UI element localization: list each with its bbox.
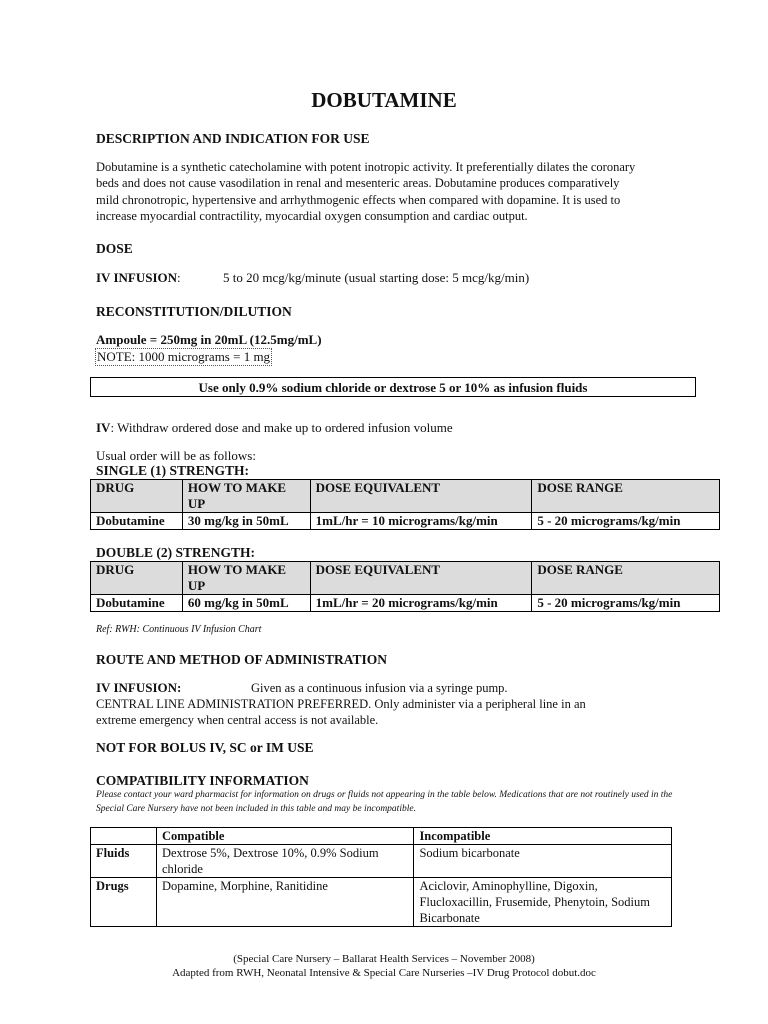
table-header-cell: DRUG (91, 480, 183, 513)
reference-note: Ref: RWH: Continuous IV Infusion Chart (96, 624, 262, 635)
iv-text: : Withdraw ordered dose and make up to ordered infusion volume (110, 420, 453, 435)
table-cell: 5 - 20 micrograms/kg/min (532, 595, 720, 612)
usual-order-text: Usual order will be as follows: (96, 448, 256, 463)
bolus-warning: NOT FOR BOLUS IV, SC or IM USE (96, 740, 314, 755)
route-infusion-text: Given as a continuous infusion via a syringe pump. (251, 681, 508, 695)
table-cell: Dobutamine (91, 595, 183, 612)
table-cell: 1mL/hr = 20 micrograms/kg/min (310, 595, 532, 612)
note-line (95, 348, 272, 366)
compatibility-note (96, 788, 686, 816)
ampoule-line: Ampoule = 250mg in 20mL (12.5mg/mL) (96, 332, 322, 347)
iv-instruction (96, 420, 453, 436)
single-strength-heading: SINGLE (1) STRENGTH: (96, 463, 250, 478)
compatibility-note-line: Please contact your ward pharmacist for information on drugs or fluids not appearing in the table below. Medications that are not routinely used in the (96, 790, 673, 800)
table-header-cell: DOSE EQUIVALENT (310, 480, 532, 513)
table-header-cell: Incompatible (414, 828, 672, 845)
table-header-cell: DOSE EQUIVALENT (310, 562, 532, 595)
footer-line: Adapted from RWH, Neonatal Intensive & Special Care Nurseries –IV Drug Protocol dobut.doc (172, 967, 596, 979)
table-header-row (91, 480, 720, 513)
iv-label: IV (96, 420, 111, 435)
dose-value: 5 to 20 mcg/kg/minute (usual starting dose: 5 mcg/kg/min) (223, 270, 530, 285)
table-row (91, 878, 672, 927)
table-cell: Dextrose 5%, Dextrose 10%, 0.9% Sodium chloride (156, 845, 414, 878)
table-row-label: Fluids (91, 845, 157, 878)
double-strength-table (90, 561, 720, 612)
dose-label: IV INFUSION (96, 270, 178, 285)
table-header-row (91, 562, 720, 595)
description-line: Dobutamine is a synthetic catecholamine with potent inotropic activity. It preferentially dilates the coronary (96, 160, 636, 174)
table-row-label: Drugs (91, 878, 157, 927)
route-line: CENTRAL LINE ADMINISTRATION PREFERRED. Only administer via a peripheral line in an (96, 697, 586, 711)
compatibility-heading: COMPATIBILITY INFORMATION (96, 773, 309, 788)
footer-line: (Special Care Nursery – Ballarat Health Services – November 2008) (233, 953, 535, 965)
note-box: NOTE: 1000 micrograms = 1 mg (97, 349, 271, 364)
route-heading: ROUTE AND METHOD OF ADMINISTRATION (96, 652, 388, 667)
table-cell: Sodium bicarbonate (414, 845, 672, 878)
table-header-cell: DOSE RANGE (532, 562, 720, 595)
description-line: increase myocardial contractility, myocardial oxygen consumption and cardiac output. (96, 208, 528, 223)
description-paragraph (96, 159, 696, 224)
description-heading: DESCRIPTION AND INDICATION FOR USE (96, 131, 370, 146)
single-strength-table (90, 479, 720, 530)
table-cell: Dopamine, Morphine, Ranitidine (156, 878, 414, 927)
table-header-cell: DOSE RANGE (532, 480, 720, 513)
table-row (91, 595, 720, 612)
dose-heading: DOSE (96, 241, 133, 256)
description-line: mild chronotropic, hypertensive and arrhythmogenic effects when compared with dopamine. It is used to (96, 192, 621, 207)
table-cell: 1mL/hr = 10 micrograms/kg/min (310, 513, 532, 530)
route-line: extreme emergency when central access is not available. (96, 713, 379, 727)
table-header-row (91, 828, 672, 845)
dose-line (96, 270, 181, 286)
table-header-cell (91, 828, 157, 845)
page-title: DOBUTAMINE (311, 88, 457, 112)
table-cell: 60 mg/kg in 50mL (182, 595, 310, 612)
table-cell: Aciclovir, Aminophylline, Digoxin, Flucloxacillin, Frusemide, Phenytoin, Sodium Bicarbonate (414, 878, 672, 927)
route-infusion-label: IV INFUSION: (96, 680, 182, 695)
table-header-cell: HOW TO MAKE UP (182, 562, 310, 595)
table-header-cell: DRUG (91, 562, 183, 595)
compatibility-table (90, 827, 672, 927)
infusion-fluids-notice: Use only 0.9% sodium chloride or dextrose 5 or 10% as infusion fluids (90, 377, 696, 397)
compatibility-note-line: Special Care Nursery have not been included in this table and may be incompatible. (96, 804, 416, 814)
table-row (91, 845, 672, 878)
description-line: beds and does not cause vasodilation in renal and mesenteric areas. Dobutamine produces comparatively (96, 176, 620, 191)
table-header-cell: HOW TO MAKE UP (182, 480, 310, 513)
double-strength-heading: DOUBLE (2) STRENGTH: (96, 545, 256, 560)
table-cell: 5 - 20 micrograms/kg/min (532, 513, 720, 530)
table-row (91, 513, 720, 530)
table-cell: 30 mg/kg in 50mL (182, 513, 310, 530)
reconstitution-heading: RECONSTITUTION/DILUTION (96, 304, 292, 319)
table-header-cell: Compatible (156, 828, 414, 845)
table-cell: Dobutamine (91, 513, 183, 530)
dose-colon: : (177, 270, 181, 285)
